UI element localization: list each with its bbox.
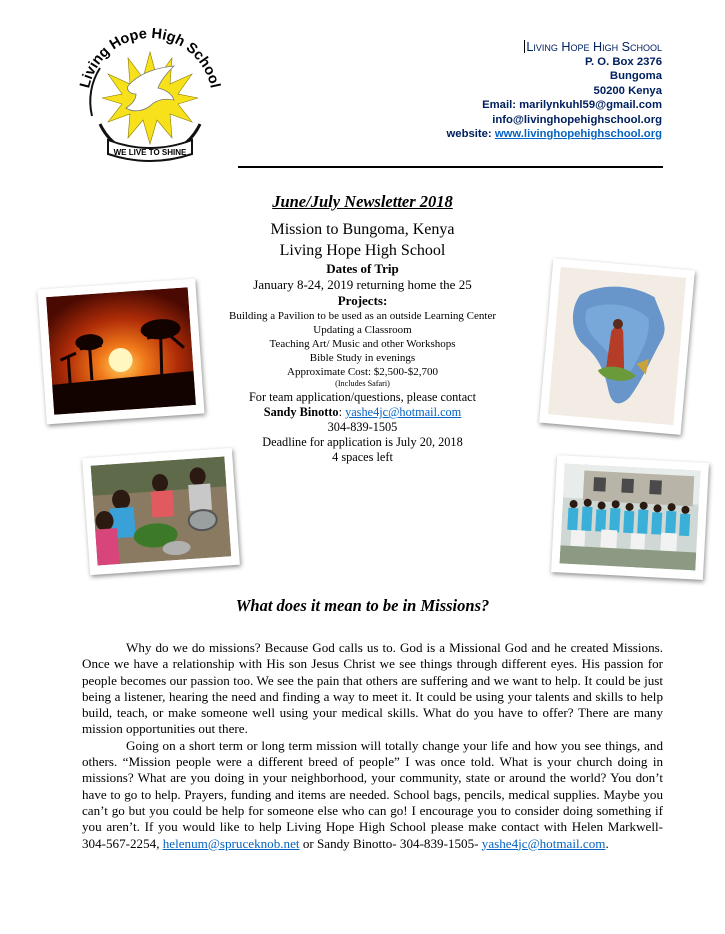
contact-email-link[interactable]: yashe4jc@hotmail.com [345,405,462,419]
email-secondary[interactable]: info@livinghopehighschool.org [492,113,662,126]
po-box: P. O. Box 2376 [584,55,662,68]
africa-painting-photo [539,258,695,435]
school-title: Living Hope High School [279,242,446,259]
cost-note: (Includes Safari) [335,379,390,388]
trip-details [200,192,525,465]
postal-code: 50200 Kenya [593,84,662,97]
website-link[interactable]: www.livinghopehighschool.org [494,128,662,140]
email-address[interactable]: marilynkuhl59@gmail.com [519,99,662,111]
mission-title: Mission to Bungoma, Kenya [270,221,455,238]
projects-heading: Projects: [337,293,388,308]
spaces-left: 4 spaces left [332,450,393,464]
students-cooking-photo [82,448,240,575]
article-body [82,640,663,852]
newsletter-title: June/July Newsletter 2018 [272,192,453,211]
helen-email-link[interactable]: helenum@spruceknob.net [162,835,300,851]
logo-arc-text: Living Hope High School [77,28,223,90]
school-logo [70,28,230,178]
contact-name-line: Sandy Binotto: yashe4jc@hotmail.com [263,405,462,419]
project-item: Bible Study in evenings [309,352,416,364]
email-line: Email: marilynkuhl59@gmail.com [482,99,662,111]
cost: Approximate Cost: $2,500-$2,700 [287,366,438,378]
article-paragraph: Why do we do missions? Because God calls us to. God is a Missional God and he created Missions. Once we have a relationship with His son Jesus Christ we see things through different eyes. His passion for people becomes our passion too. We see the pain that others are suffering and we want to help. It could be just being a listener, hearing the need and finding a way to meet it. It could be using your talents and skills to help build, teach, or make someone well using your medical skills. What do you have to offer? There are many mission opportunities out there. [82,640,663,737]
website-line: website: www.livinghopehighschool.org [446,128,662,140]
article-paragraph: Going on a short term or long term mission will totally change your life and how you see things, and others. “Mission people were a different breed of people” I was once told. What is your church doing in missions? What are you doing in your neighborhood, your community, state or around the world? You don’t have to go to help. Prayers, funding and items are needed. School bags, pencils, medical supplies. Maybe you can’t go but you could be help for someone else who can go! I encourage you to consider doing something if you aren’t. If you would like to help Living Hope High School please make contact with Helen Markwell- 304-567-2254, helenum@spruceknob.net or Sandy Binotto- 304-839-1505- yashe4jc@hotmail.com. [82,737,663,851]
letterhead [447,40,663,142]
group-photo [551,455,709,580]
header-divider [238,166,663,168]
project-item: Building a Pavilion to be used as an outside Learning Center [228,310,496,322]
article-title: What does it mean to be in Missions? [235,596,490,615]
dates-heading: Dates of Trip [326,261,399,276]
project-item: Teaching Art/ Music and other Workshops [269,338,456,350]
sunset-photo [37,279,204,425]
town: Bungoma [609,70,662,82]
contact-line: For team application/questions, please contact [248,390,477,404]
deadline: Deadline for application is July 20, 2018 [262,435,463,449]
logo-banner-text: WE LIVE TO SHINE [113,148,187,157]
school-name: Living Hope High School [526,40,662,54]
sandy-email-link[interactable]: yashe4jc@hotmail.com [481,835,606,851]
dates-text: January 8-24, 2019 returning home the 25 [253,277,472,292]
project-item: Updating a Classroom [313,324,412,336]
contact-phone: 304-839-1505 [327,420,398,434]
